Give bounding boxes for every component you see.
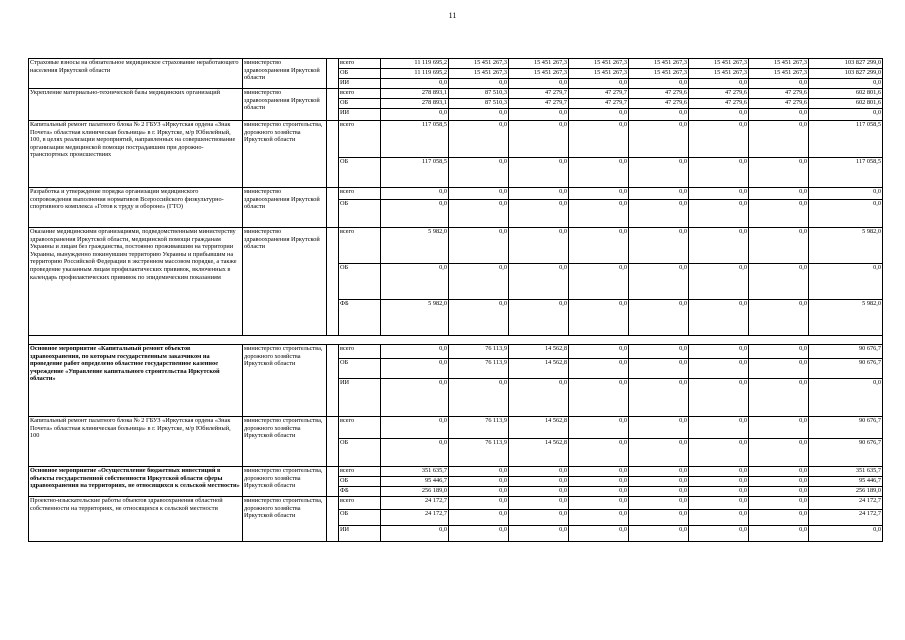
activity-name: Укрепление материально-технической базы медицинских организаций	[29, 89, 243, 121]
amount-cell: 5 982,0	[381, 228, 449, 264]
funding-source: ОБ	[339, 359, 381, 379]
empty-cell	[327, 228, 339, 336]
amount-cell: 0,0	[749, 264, 809, 300]
funding-source: ИИ	[339, 109, 381, 121]
amount-cell: 0,0	[689, 510, 749, 526]
amount-cell: 0,0	[689, 487, 749, 497]
amount-cell: 0,0	[749, 487, 809, 497]
amount-cell: 0,0	[689, 300, 749, 336]
amount-cell: 0,0	[381, 109, 449, 121]
amount-cell: 0,0	[449, 79, 509, 89]
amount-cell: 0,0	[629, 228, 689, 264]
amount-cell: 0,0	[629, 467, 689, 477]
amount-cell: 0,0	[629, 345, 689, 359]
amount-cell: 0,0	[689, 497, 749, 510]
amount-cell: 15 451 267,3	[569, 69, 629, 79]
amount-cell: 0,0	[449, 300, 509, 336]
table-row	[29, 345, 883, 359]
amount-cell: 0,0	[569, 439, 629, 467]
amount-cell: 0,0	[509, 510, 569, 526]
amount-cell: 0,0	[509, 188, 569, 200]
amount-cell: 351 635,7	[809, 467, 883, 477]
amount-cell: 0,0	[749, 109, 809, 121]
amount-cell: 0,0	[449, 264, 509, 300]
empty-cell	[327, 467, 339, 497]
amount-cell: 117 058,5	[381, 158, 449, 188]
executor: министерство здравоохранения Иркутской области	[243, 228, 327, 336]
amount-cell: 0,0	[809, 79, 883, 89]
amount-cell: 0,0	[809, 379, 883, 417]
activity-name: Разработка и утверждение порядка организации медицинского сопровождения выполнения нормативов Всероссийского физкультурно-спортивного комплекса «Готов к труду и обороне» (ГТО)	[29, 188, 243, 228]
amount-cell: 14 562,8	[509, 439, 569, 467]
amount-cell: 0,0	[629, 109, 689, 121]
amount-cell: 0,0	[509, 300, 569, 336]
amount-cell: 0,0	[569, 487, 629, 497]
amount-cell: 0,0	[449, 467, 509, 477]
amount-cell: 14 562,8	[509, 345, 569, 359]
amount-cell: 15 451 267,3	[509, 69, 569, 79]
amount-cell: 0,0	[509, 526, 569, 542]
amount-cell: 278 893,1	[381, 89, 449, 99]
empty-cell	[327, 417, 339, 467]
amount-cell: 0,0	[381, 345, 449, 359]
amount-cell: 0,0	[749, 510, 809, 526]
amount-cell: 0,0	[629, 477, 689, 487]
amount-cell: 0,0	[449, 526, 509, 542]
amount-cell: 0,0	[629, 439, 689, 467]
amount-cell: 0,0	[569, 109, 629, 121]
amount-cell: 0,0	[689, 264, 749, 300]
amount-cell: 15 451 267,3	[749, 59, 809, 69]
amount-cell: 24 172,7	[381, 510, 449, 526]
amount-cell: 0,0	[629, 188, 689, 200]
amount-cell: 0,0	[689, 228, 749, 264]
amount-cell: 0,0	[689, 188, 749, 200]
amount-cell: 0,0	[569, 497, 629, 510]
amount-cell: 0,0	[629, 526, 689, 542]
executor: министерство здравоохранения Иркутской области	[243, 89, 327, 121]
activity-name: Страховые взносы на обязательное медицинское страхование неработающего населения Иркутской области	[29, 59, 243, 89]
amount-cell: 0,0	[749, 228, 809, 264]
amount-cell: 47 279,6	[749, 89, 809, 99]
funding-source: ФБ	[339, 487, 381, 497]
table-row	[29, 417, 883, 439]
funding-source: ОБ	[339, 477, 381, 487]
executor: министерство здравоохранения Иркутской области	[243, 59, 327, 89]
funding-source: всего	[339, 59, 381, 69]
amount-cell: 0,0	[449, 109, 509, 121]
amount-cell: 0,0	[689, 158, 749, 188]
amount-cell: 0,0	[629, 510, 689, 526]
funding-source: ОБ	[339, 439, 381, 467]
amount-cell: 0,0	[509, 487, 569, 497]
amount-cell: 0,0	[509, 79, 569, 89]
funding-source: ИИ	[339, 379, 381, 417]
amount-cell: 0,0	[569, 510, 629, 526]
amount-cell: 0,0	[809, 200, 883, 228]
amount-cell: 90 676,7	[809, 417, 883, 439]
amount-cell: 0,0	[381, 200, 449, 228]
amount-cell: 0,0	[509, 497, 569, 510]
activity-name: Оказание медицинскими организациями, подведомственными министерству здравоохранения Иркутской области, медицинской помощи гражданам Украины и лицам без гражданства, постоянно проживавшим на территории Украины, вынужденно покинувшим территорию Украины и прибывшим на территорию Российской Федерации в экстренном массовом порядке, а также проведение указанным лицам профилактических прививок, включенных в календарь профилактических прививок по эпидемическим показаниям	[29, 228, 243, 336]
amount-cell: 0,0	[749, 417, 809, 439]
amount-cell: 95 446,7	[381, 477, 449, 487]
amount-cell: 47 279,7	[509, 99, 569, 109]
amount-cell: 14 562,8	[509, 417, 569, 439]
funding-source: всего	[339, 188, 381, 200]
amount-cell: 0,0	[629, 79, 689, 89]
empty-cell	[327, 89, 339, 121]
amount-cell: 602 801,6	[809, 99, 883, 109]
funding-source: всего	[339, 228, 381, 264]
amount-cell: 0,0	[509, 379, 569, 417]
amount-cell: 0,0	[749, 345, 809, 359]
executor: министерство строительства, дорожного хозяйства Иркутской области	[243, 417, 327, 467]
amount-cell: 47 279,6	[689, 89, 749, 99]
amount-cell: 76 113,9	[449, 439, 509, 467]
amount-cell: 0,0	[809, 526, 883, 542]
amount-cell: 5 982,0	[809, 228, 883, 264]
amount-cell: 90 676,7	[809, 439, 883, 467]
amount-cell: 95 446,7	[809, 477, 883, 487]
amount-cell: 0,0	[749, 300, 809, 336]
amount-cell: 256 189,0	[381, 487, 449, 497]
funding-source: ОБ	[339, 69, 381, 79]
amount-cell: 0,0	[749, 439, 809, 467]
amount-cell: 0,0	[449, 497, 509, 510]
table-row	[29, 467, 883, 477]
amount-cell: 351 635,7	[381, 467, 449, 477]
amount-cell: 0,0	[381, 379, 449, 417]
gap-cell	[29, 336, 883, 345]
amount-cell: 0,0	[509, 467, 569, 477]
amount-cell: 0,0	[569, 379, 629, 417]
table-row	[29, 497, 883, 510]
amount-cell: 0,0	[629, 121, 689, 158]
table-row	[29, 228, 883, 264]
amount-cell: 0,0	[689, 200, 749, 228]
amount-cell: 0,0	[629, 487, 689, 497]
funding-source: всего	[339, 345, 381, 359]
amount-cell: 0,0	[509, 477, 569, 487]
amount-cell: 15 451 267,3	[449, 59, 509, 69]
amount-cell: 117 058,5	[381, 121, 449, 158]
amount-cell: 0,0	[449, 200, 509, 228]
amount-cell: 47 279,7	[569, 99, 629, 109]
amount-cell: 47 279,7	[569, 89, 629, 99]
amount-cell: 76 113,9	[449, 417, 509, 439]
amount-cell: 0,0	[689, 477, 749, 487]
amount-cell: 0,0	[381, 79, 449, 89]
amount-cell: 15 451 267,3	[689, 59, 749, 69]
amount-cell: 0,0	[449, 487, 509, 497]
amount-cell: 256 189,0	[809, 487, 883, 497]
funding-source: всего	[339, 497, 381, 510]
amount-cell: 11 119 695,2	[381, 59, 449, 69]
amount-cell: 14 562,8	[509, 359, 569, 379]
amount-cell: 0,0	[689, 359, 749, 379]
amount-cell: 0,0	[569, 79, 629, 89]
amount-cell: 87 510,3	[449, 99, 509, 109]
amount-cell: 0,0	[569, 188, 629, 200]
amount-cell: 0,0	[569, 121, 629, 158]
activity-name: Основное мероприятие «Капитальный ремонт объектов здравоохранения, по которым государственным заказчиком на проведение работ определено областное государственное казенное учреждение «Управление капитального строительства Иркутской области»	[29, 345, 243, 417]
amount-cell: 0,0	[569, 417, 629, 439]
amount-cell: 0,0	[509, 121, 569, 158]
amount-cell: 76 113,9	[449, 345, 509, 359]
amount-cell: 0,0	[689, 79, 749, 89]
amount-cell: 0,0	[569, 467, 629, 477]
amount-cell: 47 279,6	[629, 99, 689, 109]
funding-source: ОБ	[339, 510, 381, 526]
executor: министерство строительства, дорожного хозяйства Иркутской области	[243, 467, 327, 497]
amount-cell: 0,0	[381, 439, 449, 467]
amount-cell: 0,0	[449, 379, 509, 417]
activity-name: Капитальный ремонт палатного блока № 2 ГБУЗ «Иркутская ордена «Знак Почета» областная клиническая больница» в г. Иркутске, м/р Юбилейный, 100	[29, 417, 243, 467]
amount-cell: 0,0	[809, 188, 883, 200]
amount-cell: 0,0	[629, 264, 689, 300]
amount-cell: 0,0	[629, 417, 689, 439]
amount-cell: 0,0	[749, 188, 809, 200]
amount-cell: 0,0	[749, 497, 809, 510]
amount-cell: 0,0	[689, 467, 749, 477]
amount-cell: 0,0	[569, 300, 629, 336]
amount-cell: 24 172,7	[809, 510, 883, 526]
amount-cell: 15 451 267,3	[629, 69, 689, 79]
amount-cell: 0,0	[629, 497, 689, 510]
amount-cell: 90 676,7	[809, 345, 883, 359]
amount-cell: 0,0	[689, 526, 749, 542]
amount-cell: 117 058,5	[809, 121, 883, 158]
amount-cell: 0,0	[449, 228, 509, 264]
amount-cell: 0,0	[569, 477, 629, 487]
empty-cell	[327, 121, 339, 188]
amount-cell: 117 058,5	[809, 158, 883, 188]
amount-cell: 0,0	[809, 264, 883, 300]
amount-cell: 0,0	[689, 109, 749, 121]
amount-cell: 5 982,0	[381, 300, 449, 336]
amount-cell: 0,0	[569, 158, 629, 188]
executor: министерство строительства, дорожного хозяйства Иркутской области	[243, 121, 327, 188]
table-row	[29, 188, 883, 200]
table-row	[29, 89, 883, 99]
table-row	[29, 59, 883, 69]
amount-cell: 0,0	[449, 158, 509, 188]
amount-cell: 0,0	[689, 379, 749, 417]
amount-cell: 0,0	[381, 526, 449, 542]
amount-cell: 0,0	[381, 188, 449, 200]
amount-cell: 0,0	[449, 121, 509, 158]
amount-cell: 0,0	[381, 417, 449, 439]
activity-name: Капитальный ремонт палатного блока № 2 ГБУЗ «Иркутская ордена «Знак Почета» областная клиническая больница» в г. Иркутске, м/р Юбилейный, 100, в целях реализации мероприятий, направленных на совершенствование организации медицинской помощи пострадавшим при дорожно-транспортных происшествиях	[29, 121, 243, 188]
amount-cell: 15 451 267,3	[509, 59, 569, 69]
amount-cell: 15 451 267,3	[749, 69, 809, 79]
amount-cell: 15 451 267,3	[629, 59, 689, 69]
activity-name: Основное мероприятие «Осуществление бюджетных инвестиций в объекты государственной собственности Иркутской области сферы здравоохранения на территориях, не относящихся к сельской местности»	[29, 467, 243, 497]
amount-cell: 0,0	[749, 158, 809, 188]
budget-table	[28, 58, 883, 542]
amount-cell: 0,0	[749, 467, 809, 477]
amount-cell: 0,0	[569, 200, 629, 228]
amount-cell: 0,0	[449, 188, 509, 200]
amount-cell: 0,0	[569, 345, 629, 359]
amount-cell: 0,0	[509, 158, 569, 188]
amount-cell: 0,0	[569, 228, 629, 264]
amount-cell: 15 451 267,3	[449, 69, 509, 79]
amount-cell: 0,0	[381, 359, 449, 379]
row-gap	[29, 336, 883, 345]
amount-cell: 15 451 267,3	[689, 69, 749, 79]
amount-cell: 0,0	[629, 200, 689, 228]
amount-cell: 11 119 695,2	[381, 69, 449, 79]
amount-cell: 0,0	[749, 379, 809, 417]
amount-cell: 278 893,1	[381, 99, 449, 109]
amount-cell: 87 510,3	[449, 89, 509, 99]
amount-cell: 0,0	[569, 264, 629, 300]
amount-cell: 47 279,6	[629, 89, 689, 99]
funding-source: ОБ	[339, 99, 381, 109]
funding-source: ОБ	[339, 158, 381, 188]
amount-cell: 0,0	[629, 359, 689, 379]
funding-source: ФБ	[339, 300, 381, 336]
amount-cell: 0,0	[629, 379, 689, 417]
amount-cell: 5 982,0	[809, 300, 883, 336]
amount-cell: 90 676,7	[809, 359, 883, 379]
amount-cell: 15 451 267,3	[569, 59, 629, 69]
amount-cell: 0,0	[689, 121, 749, 158]
amount-cell: 0,0	[629, 158, 689, 188]
amount-cell: 0,0	[449, 510, 509, 526]
amount-cell: 0,0	[629, 300, 689, 336]
funding-source: ИИ	[339, 79, 381, 89]
amount-cell: 0,0	[749, 477, 809, 487]
amount-cell: 0,0	[749, 359, 809, 379]
amount-cell: 76 113,9	[449, 359, 509, 379]
page-number: 11	[448, 11, 457, 20]
amount-cell: 0,0	[689, 345, 749, 359]
table-row	[29, 121, 883, 158]
amount-cell: 103 827 299,0	[809, 59, 883, 69]
funding-source: всего	[339, 417, 381, 439]
empty-cell	[327, 345, 339, 417]
amount-cell: 47 279,6	[689, 99, 749, 109]
funding-source: ОБ	[339, 200, 381, 228]
empty-cell	[327, 59, 339, 89]
amount-cell: 0,0	[509, 109, 569, 121]
funding-source: ОБ	[339, 264, 381, 300]
amount-cell: 0,0	[749, 121, 809, 158]
funding-source: всего	[339, 121, 381, 158]
funding-source: всего	[339, 467, 381, 477]
executor: министерство строительства, дорожного хозяйства Иркутской области	[243, 345, 327, 417]
amount-cell: 47 279,6	[749, 99, 809, 109]
amount-cell: 602 801,6	[809, 89, 883, 99]
amount-cell: 0,0	[509, 200, 569, 228]
amount-cell: 0,0	[749, 200, 809, 228]
amount-cell: 0,0	[509, 264, 569, 300]
funding-source: ИИ	[339, 526, 381, 542]
amount-cell: 0,0	[569, 526, 629, 542]
empty-cell	[327, 188, 339, 228]
amount-cell: 0,0	[689, 439, 749, 467]
executor: министерство здравоохранения Иркутской области	[243, 188, 327, 228]
amount-cell: 0,0	[689, 417, 749, 439]
amount-cell: 24 172,7	[809, 497, 883, 510]
empty-cell	[327, 497, 339, 542]
amount-cell: 0,0	[809, 109, 883, 121]
amount-cell: 0,0	[449, 477, 509, 487]
amount-cell: 0,0	[749, 79, 809, 89]
amount-cell: 103 827 299,0	[809, 69, 883, 79]
executor: министерство строительства, дорожного хозяйства Иркутской области	[243, 497, 327, 542]
funding-source: всего	[339, 89, 381, 99]
amount-cell: 0,0	[509, 228, 569, 264]
amount-cell: 24 172,7	[381, 497, 449, 510]
amount-cell: 0,0	[381, 264, 449, 300]
amount-cell: 0,0	[749, 526, 809, 542]
amount-cell: 47 279,7	[509, 89, 569, 99]
activity-name: Проектно-изыскательские работы объектов здравоохранения областной собственности на территориях, не относящихся к сельской местности	[29, 497, 243, 542]
amount-cell: 0,0	[569, 359, 629, 379]
